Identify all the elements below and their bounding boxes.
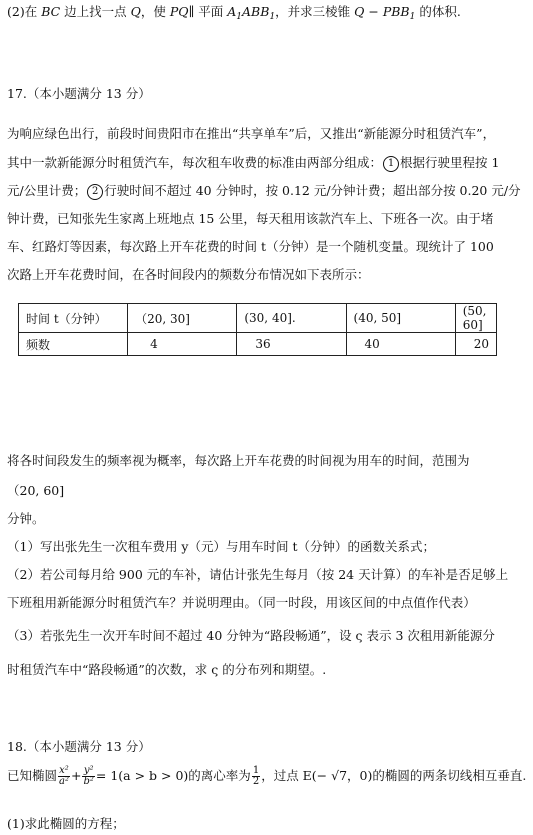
- q17-after-line-3: 分钟。: [7, 511, 45, 526]
- math-sub: 1: [409, 12, 416, 22]
- text-fragment: +: [71, 768, 82, 783]
- table-cell: （20, 30]: [128, 304, 237, 333]
- math-abb: ABB: [242, 4, 270, 19]
- q17-para-line-4: 钟计费，已知张先生家离上班地点 15 公里，每天租用该款汽车上、下班各一次。由于堵: [7, 211, 494, 226]
- table-cell: 4: [128, 333, 237, 356]
- math-bc: BC: [41, 4, 61, 19]
- text-fragment: 行驶时间不超过 40 分钟时，按 0.12 元/分钟计费；超出部分按 0.20 元/分: [104, 183, 521, 198]
- text-fragment: 的体积.: [415, 4, 461, 19]
- q18-line-1: [7, 766, 526, 787]
- text-fragment: ，使: [140, 4, 170, 19]
- fraction-y2-b2: [82, 766, 94, 787]
- table-cell: 时间 t（分钟）: [19, 304, 128, 333]
- fraction-x2-a2: [58, 766, 70, 787]
- table-cell: 40: [346, 333, 455, 356]
- q17-sub2-line2: 下班租用新能源分时租赁汽车？并说明理由。（同一时段，用该区间的中点值作代表）: [7, 595, 476, 610]
- text-fragment: 根据行驶里程按 1: [400, 155, 500, 170]
- text-fragment: 已知椭圆: [7, 768, 58, 783]
- math-pyramid: Q − PBB: [354, 4, 410, 19]
- table-cell: 36: [237, 333, 346, 356]
- fraction-numerator: 1: [252, 765, 260, 776]
- q17-after-line-1: 将各时间段发生的频率视为概率，每次路上开车花费的时间视为用车的时间，范围为: [7, 453, 470, 468]
- q17-sub3-line2: 时租赁汽车中“路段畅通”的次数，求 ς 的分布列和期望。.: [7, 662, 327, 677]
- text-fragment: ∥ 平面: [188, 4, 228, 19]
- q17-para-line-2: [7, 153, 499, 172]
- fraction-one-half: [252, 766, 260, 787]
- fraction-numerator: x²: [59, 765, 69, 776]
- q17-sub3-line1: （3）若张先生一次开车时间不超过 40 分钟为“路段畅通”，设 ς 表示 3 次租用新能源分: [7, 628, 495, 643]
- frequency-table: [18, 303, 497, 356]
- table-row: [19, 304, 497, 333]
- q17-sub2-line1: （2）若公司每月给 900 元的车补，请估计张先生每月（按 24 天计算）的车补是否足够上: [7, 567, 509, 582]
- table-cell: (50, 60]: [455, 304, 496, 333]
- text-fragment: 元/公里计费；: [7, 183, 87, 198]
- q17-after-line-2: （20, 60]: [7, 483, 65, 498]
- math-sub: 1: [236, 12, 243, 22]
- text-fragment: (2)在: [7, 4, 42, 19]
- circled-number-1: 1: [383, 156, 399, 172]
- math-sub: 1: [269, 12, 276, 22]
- text-fragment: ，过点 E(− √7，0)的椭圆的两条切线相互垂直.: [261, 768, 527, 783]
- q16-part2-line: [7, 2, 461, 22]
- math-q: Q: [130, 4, 141, 19]
- q17-para-line-5: 车、红路灯等因素，每次路上开车花费的时间 t（分钟）是一个随机变量。现统计了 100: [7, 239, 494, 254]
- q17-sub1: （1）写出张先生一次租车费用 y（元）与用车时间 t（分钟）的函数关系式；: [7, 539, 435, 554]
- text-fragment: 其中一款新能源分时租赁汽车，每次租车收费的标准由两部分组成：: [7, 155, 383, 170]
- q18-header: 18.（本小题满分 13 分）: [7, 739, 151, 754]
- q17-header: 17.（本小题满分 13 分）: [7, 86, 151, 101]
- text-fragment: = 1(a > b > 0)的离心率为: [95, 768, 251, 783]
- q17-para-line-3: [7, 181, 521, 200]
- table-cell: (40, 50]: [346, 304, 455, 333]
- q17-para-line-6: 次路上开车花费时间，在各时间段内的频数分布情况如下表所示：: [7, 267, 370, 282]
- q18-line-2: (1)求此椭圆的方程；: [7, 816, 125, 831]
- fraction-denominator: a²: [59, 776, 69, 787]
- fraction-denominator: 2: [252, 776, 260, 787]
- q17-para-line-1: 为响应绿色出行，前段时间贵阳市在推出“共享单车”后，又推出“新能源分时租赁汽车”，: [7, 126, 496, 141]
- text-fragment: ，并求三棱锥: [275, 4, 355, 19]
- circled-number-2: 2: [87, 184, 103, 200]
- fraction-numerator: y²: [83, 765, 94, 776]
- math-pq: PQ: [169, 4, 189, 19]
- table-cell: 频数: [19, 333, 128, 356]
- text-fragment: 边上找一点: [60, 4, 131, 19]
- table-row: [19, 333, 497, 356]
- fraction-denominator: b²: [83, 776, 94, 787]
- table-cell: (30, 40].: [237, 304, 346, 333]
- table-cell: 20: [455, 333, 496, 356]
- math-a: A: [227, 4, 237, 19]
